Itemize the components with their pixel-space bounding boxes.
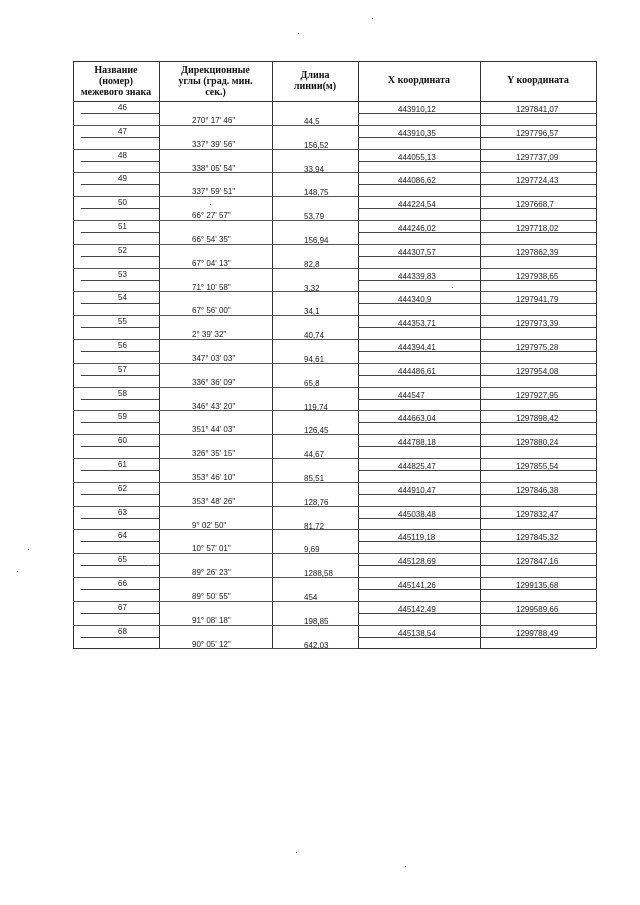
point-number: 47 xyxy=(118,126,127,136)
x-coordinate: 443910,35 xyxy=(398,128,436,138)
directional-angle: 89° 26' 23" xyxy=(192,568,231,578)
x-coordinate: 443910,12 xyxy=(398,105,436,114)
scan-speck xyxy=(405,866,406,867)
directional-angle: 336° 36' 09" xyxy=(192,377,236,387)
row-divider xyxy=(73,315,596,316)
row-divider xyxy=(73,410,596,411)
row-divider xyxy=(73,363,596,364)
point-number: 61 xyxy=(118,460,127,469)
header-length xyxy=(272,70,358,92)
header-x-coordinate: X координата xyxy=(387,75,451,86)
row-divider xyxy=(358,280,596,281)
y-coordinate: 1299135,68 xyxy=(516,581,559,590)
line-length: 156,94 xyxy=(304,235,329,245)
row-divider xyxy=(73,149,596,150)
row-divider xyxy=(81,446,159,447)
x-coordinate: 444307,57 xyxy=(398,247,436,257)
row-divider xyxy=(81,280,159,281)
line-length: 53,79 xyxy=(304,212,325,222)
row-divider xyxy=(81,208,159,209)
row-divider xyxy=(73,553,596,554)
x-coordinate: 444339,83 xyxy=(398,271,436,281)
y-coordinate: 1297975,28 xyxy=(516,343,559,352)
header-angle xyxy=(159,65,272,98)
directional-angle: 347° 03' 03" xyxy=(192,353,236,363)
row-divider xyxy=(358,184,596,185)
row-divider xyxy=(358,613,596,614)
y-coordinate: 1297846,38 xyxy=(516,485,559,495)
y-coordinate: 1297847,16 xyxy=(516,557,559,567)
directional-angle: 10° 57' 01" xyxy=(192,544,231,554)
directional-angle: 90° 05' 12" xyxy=(192,639,231,649)
y-coordinate: 1299788,49 xyxy=(516,628,559,638)
x-coordinate: 445128,69 xyxy=(398,557,436,567)
x-coordinate: 444055,13 xyxy=(398,152,436,162)
header-name xyxy=(73,65,159,98)
scan-speck xyxy=(110,470,111,471)
y-coordinate: 1297832,47 xyxy=(516,509,559,519)
table-column-line xyxy=(596,61,597,648)
row-divider xyxy=(81,351,159,352)
row-divider xyxy=(358,446,596,447)
row-divider xyxy=(81,637,159,638)
point-number: 64 xyxy=(118,531,127,541)
point-number: 56 xyxy=(118,341,127,350)
row-divider xyxy=(81,399,159,400)
directional-angle: 326° 35' 15" xyxy=(192,449,236,459)
directional-angle: 2° 39' 32" xyxy=(192,330,227,340)
y-coordinate: 1297954,08 xyxy=(516,366,559,376)
row-divider xyxy=(81,256,159,257)
row-divider xyxy=(358,161,596,162)
header-angle-line: сек.) xyxy=(205,86,226,98)
point-number: 46 xyxy=(118,103,127,112)
x-coordinate: 444663,04 xyxy=(398,414,436,424)
row-divider xyxy=(358,256,596,257)
row-divider xyxy=(358,232,596,233)
x-coordinate: 445119,18 xyxy=(398,533,436,543)
row-divider xyxy=(358,541,596,542)
directional-angle: 67° 56' 00" xyxy=(192,306,231,316)
row-divider xyxy=(81,327,159,328)
y-coordinate: 1299589,66 xyxy=(516,604,559,614)
x-coordinate: 445138,54 xyxy=(398,628,436,638)
y-coordinate: 1297841,07 xyxy=(516,105,559,114)
directional-angle: 353° 46' 10" xyxy=(192,472,236,482)
x-coordinate: 444224,54 xyxy=(398,200,436,210)
row-divider xyxy=(73,434,596,435)
row-divider xyxy=(358,375,596,376)
y-coordinate: 1297855,54 xyxy=(516,462,559,471)
x-coordinate: 445142,49 xyxy=(398,604,436,614)
line-length: 3,32 xyxy=(304,283,320,293)
row-divider xyxy=(358,589,596,590)
directional-angle: 91° 08' 18" xyxy=(192,615,231,625)
line-length: 81,72 xyxy=(304,521,325,531)
point-number: 50 xyxy=(118,198,127,208)
point-number: 55 xyxy=(118,317,127,327)
header-length-line: Длина xyxy=(300,70,330,81)
row-divider xyxy=(81,494,159,495)
line-length: 9,69 xyxy=(304,545,320,555)
y-coordinate: 1297880,24 xyxy=(516,438,559,448)
directional-angle: 71° 10' 58" xyxy=(192,282,231,292)
point-number: 59 xyxy=(118,412,127,422)
row-divider xyxy=(73,244,596,245)
point-number: 51 xyxy=(118,222,127,231)
row-divider xyxy=(73,601,596,602)
row-divider xyxy=(73,529,596,530)
row-divider xyxy=(358,470,596,471)
row-divider xyxy=(358,637,596,638)
point-number: 66 xyxy=(118,579,127,588)
point-number: 63 xyxy=(118,507,127,517)
y-coordinate: 1297724,43 xyxy=(516,176,559,186)
header-y-coordinate: Y координата xyxy=(507,75,569,86)
line-length: 454 xyxy=(304,592,318,602)
directional-angle: 270° 17' 46" xyxy=(192,115,236,125)
point-number: 57 xyxy=(118,364,127,374)
line-length: 82,8 xyxy=(304,259,320,269)
line-length: 148,75 xyxy=(304,188,329,198)
line-length: 156,52 xyxy=(304,140,329,150)
x-coordinate: 444340,9 xyxy=(398,295,432,305)
directional-angle: 9° 02' 50" xyxy=(192,520,227,530)
x-coordinate: 445038,48 xyxy=(398,509,436,519)
row-divider xyxy=(81,518,159,519)
row-divider xyxy=(358,113,596,114)
directional-angle: 353° 48' 26" xyxy=(192,496,236,506)
directional-angle: 346° 43' 20" xyxy=(192,401,236,411)
row-divider xyxy=(81,184,159,185)
row-divider xyxy=(73,196,596,197)
y-coordinate: 1297737,09 xyxy=(516,152,559,162)
table-top-line xyxy=(73,61,596,62)
row-divider xyxy=(81,113,159,114)
row-divider xyxy=(81,613,159,614)
line-length: 642,03 xyxy=(304,640,329,650)
point-number: 48 xyxy=(118,150,127,160)
scan-speck xyxy=(296,852,297,853)
line-length: 44,5 xyxy=(304,116,320,126)
line-length: 85,51 xyxy=(304,473,325,483)
row-divider xyxy=(81,232,159,233)
x-coordinate: 444353,71 xyxy=(398,319,436,329)
row-divider xyxy=(358,137,596,138)
scan-speck xyxy=(372,18,373,19)
row-divider xyxy=(81,422,159,423)
directional-angle: 66° 54' 35" xyxy=(192,234,231,244)
header-angle-line: углы (град. мин. xyxy=(178,75,253,87)
row-divider xyxy=(73,577,596,578)
scan-speck xyxy=(452,287,453,288)
row-divider xyxy=(73,506,596,507)
y-coordinate: 1297862,39 xyxy=(516,247,559,257)
x-coordinate: 444246,02 xyxy=(398,224,436,233)
point-number: 67 xyxy=(118,602,127,612)
row-divider xyxy=(73,625,596,626)
y-coordinate: 1297938,65 xyxy=(516,271,559,281)
line-length: 65,8 xyxy=(304,378,320,388)
x-coordinate: 444086,62 xyxy=(398,176,436,186)
header-name-line: межевого знака xyxy=(80,86,152,98)
row-divider xyxy=(358,399,596,400)
line-length: 128,76 xyxy=(304,497,329,507)
x-coordinate: 444788,18 xyxy=(398,438,436,448)
x-coordinate: 444910,47 xyxy=(398,485,436,495)
y-coordinate: 1297796,57 xyxy=(516,128,559,138)
row-divider xyxy=(73,458,596,459)
row-divider xyxy=(358,565,596,566)
row-divider xyxy=(81,303,159,304)
row-divider xyxy=(81,541,159,542)
y-coordinate: 1297718,02 xyxy=(516,224,559,233)
row-divider xyxy=(358,494,596,495)
row-divider xyxy=(73,268,596,269)
x-coordinate: 444825,47 xyxy=(398,462,436,471)
scan-speck xyxy=(298,33,299,34)
row-divider xyxy=(81,470,159,471)
scan-speck xyxy=(28,549,29,550)
row-divider xyxy=(358,208,596,209)
row-divider xyxy=(81,589,159,590)
y-coordinate: 1297898,42 xyxy=(516,414,559,424)
point-number: 49 xyxy=(118,174,127,184)
row-divider xyxy=(73,220,596,221)
line-length: 126,45 xyxy=(304,426,329,436)
line-length: 119,74 xyxy=(304,402,328,412)
point-number: 62 xyxy=(118,483,127,493)
point-number: 68 xyxy=(118,626,127,636)
x-coordinate: 445141,26 xyxy=(398,581,436,590)
row-divider xyxy=(73,172,596,173)
y-coordinate: 1297845,32 xyxy=(516,533,559,543)
directional-angle: 338° 05' 54" xyxy=(192,163,236,173)
directional-angle: 337° 59' 51" xyxy=(192,187,236,197)
line-length: 94,61 xyxy=(304,354,325,364)
point-number: 65 xyxy=(118,555,127,565)
header-name-line: Название xyxy=(94,64,138,76)
scan-speck xyxy=(210,204,211,205)
header-name-line: (номер) xyxy=(98,75,134,87)
row-divider xyxy=(73,291,596,292)
row-divider xyxy=(73,339,596,340)
x-coordinate: 444486,61 xyxy=(398,366,436,376)
line-length: 34,1 xyxy=(304,307,320,317)
header-length-line: линии(м) xyxy=(293,81,337,92)
y-coordinate: 1297973,39 xyxy=(516,319,559,329)
point-number: 54 xyxy=(118,293,127,303)
directional-angle: 66° 27' 57" xyxy=(192,211,231,221)
row-divider xyxy=(358,327,596,328)
row-divider xyxy=(358,303,596,304)
scan-speck xyxy=(148,565,149,566)
x-coordinate: 444394,41 xyxy=(398,343,436,352)
line-length: 198,85 xyxy=(304,616,329,626)
y-coordinate: 1297668,7 xyxy=(516,200,554,210)
point-number: 60 xyxy=(118,436,127,446)
x-coordinate: 444547 xyxy=(398,390,425,400)
directional-angle: 89° 50' 55" xyxy=(192,591,231,601)
directional-angle: 351° 44' 03" xyxy=(192,425,236,435)
row-divider xyxy=(81,137,159,138)
row-divider xyxy=(81,375,159,376)
line-length: 33,94 xyxy=(304,164,325,174)
scan-speck xyxy=(17,571,18,572)
line-length: 44,67 xyxy=(304,450,325,460)
point-number: 58 xyxy=(118,388,127,398)
row-divider xyxy=(81,161,159,162)
line-length: 40,74 xyxy=(304,331,325,341)
row-divider xyxy=(358,351,596,352)
row-divider xyxy=(73,482,596,483)
line-length: 1288,58 xyxy=(304,569,333,579)
y-coordinate: 1297941,79 xyxy=(516,295,559,305)
y-coordinate: 1297927,95 xyxy=(516,390,559,400)
row-divider xyxy=(358,518,596,519)
directional-angle: 337° 39' 56" xyxy=(192,139,236,149)
directional-angle: 67° 04' 13" xyxy=(192,258,231,268)
point-number: 53 xyxy=(118,269,127,279)
header-angle-line: Дирекционные xyxy=(181,64,250,76)
row-divider xyxy=(73,387,596,388)
table-header-line xyxy=(73,101,596,102)
row-divider xyxy=(358,422,596,423)
point-number: 52 xyxy=(118,245,127,255)
row-divider xyxy=(73,125,596,126)
